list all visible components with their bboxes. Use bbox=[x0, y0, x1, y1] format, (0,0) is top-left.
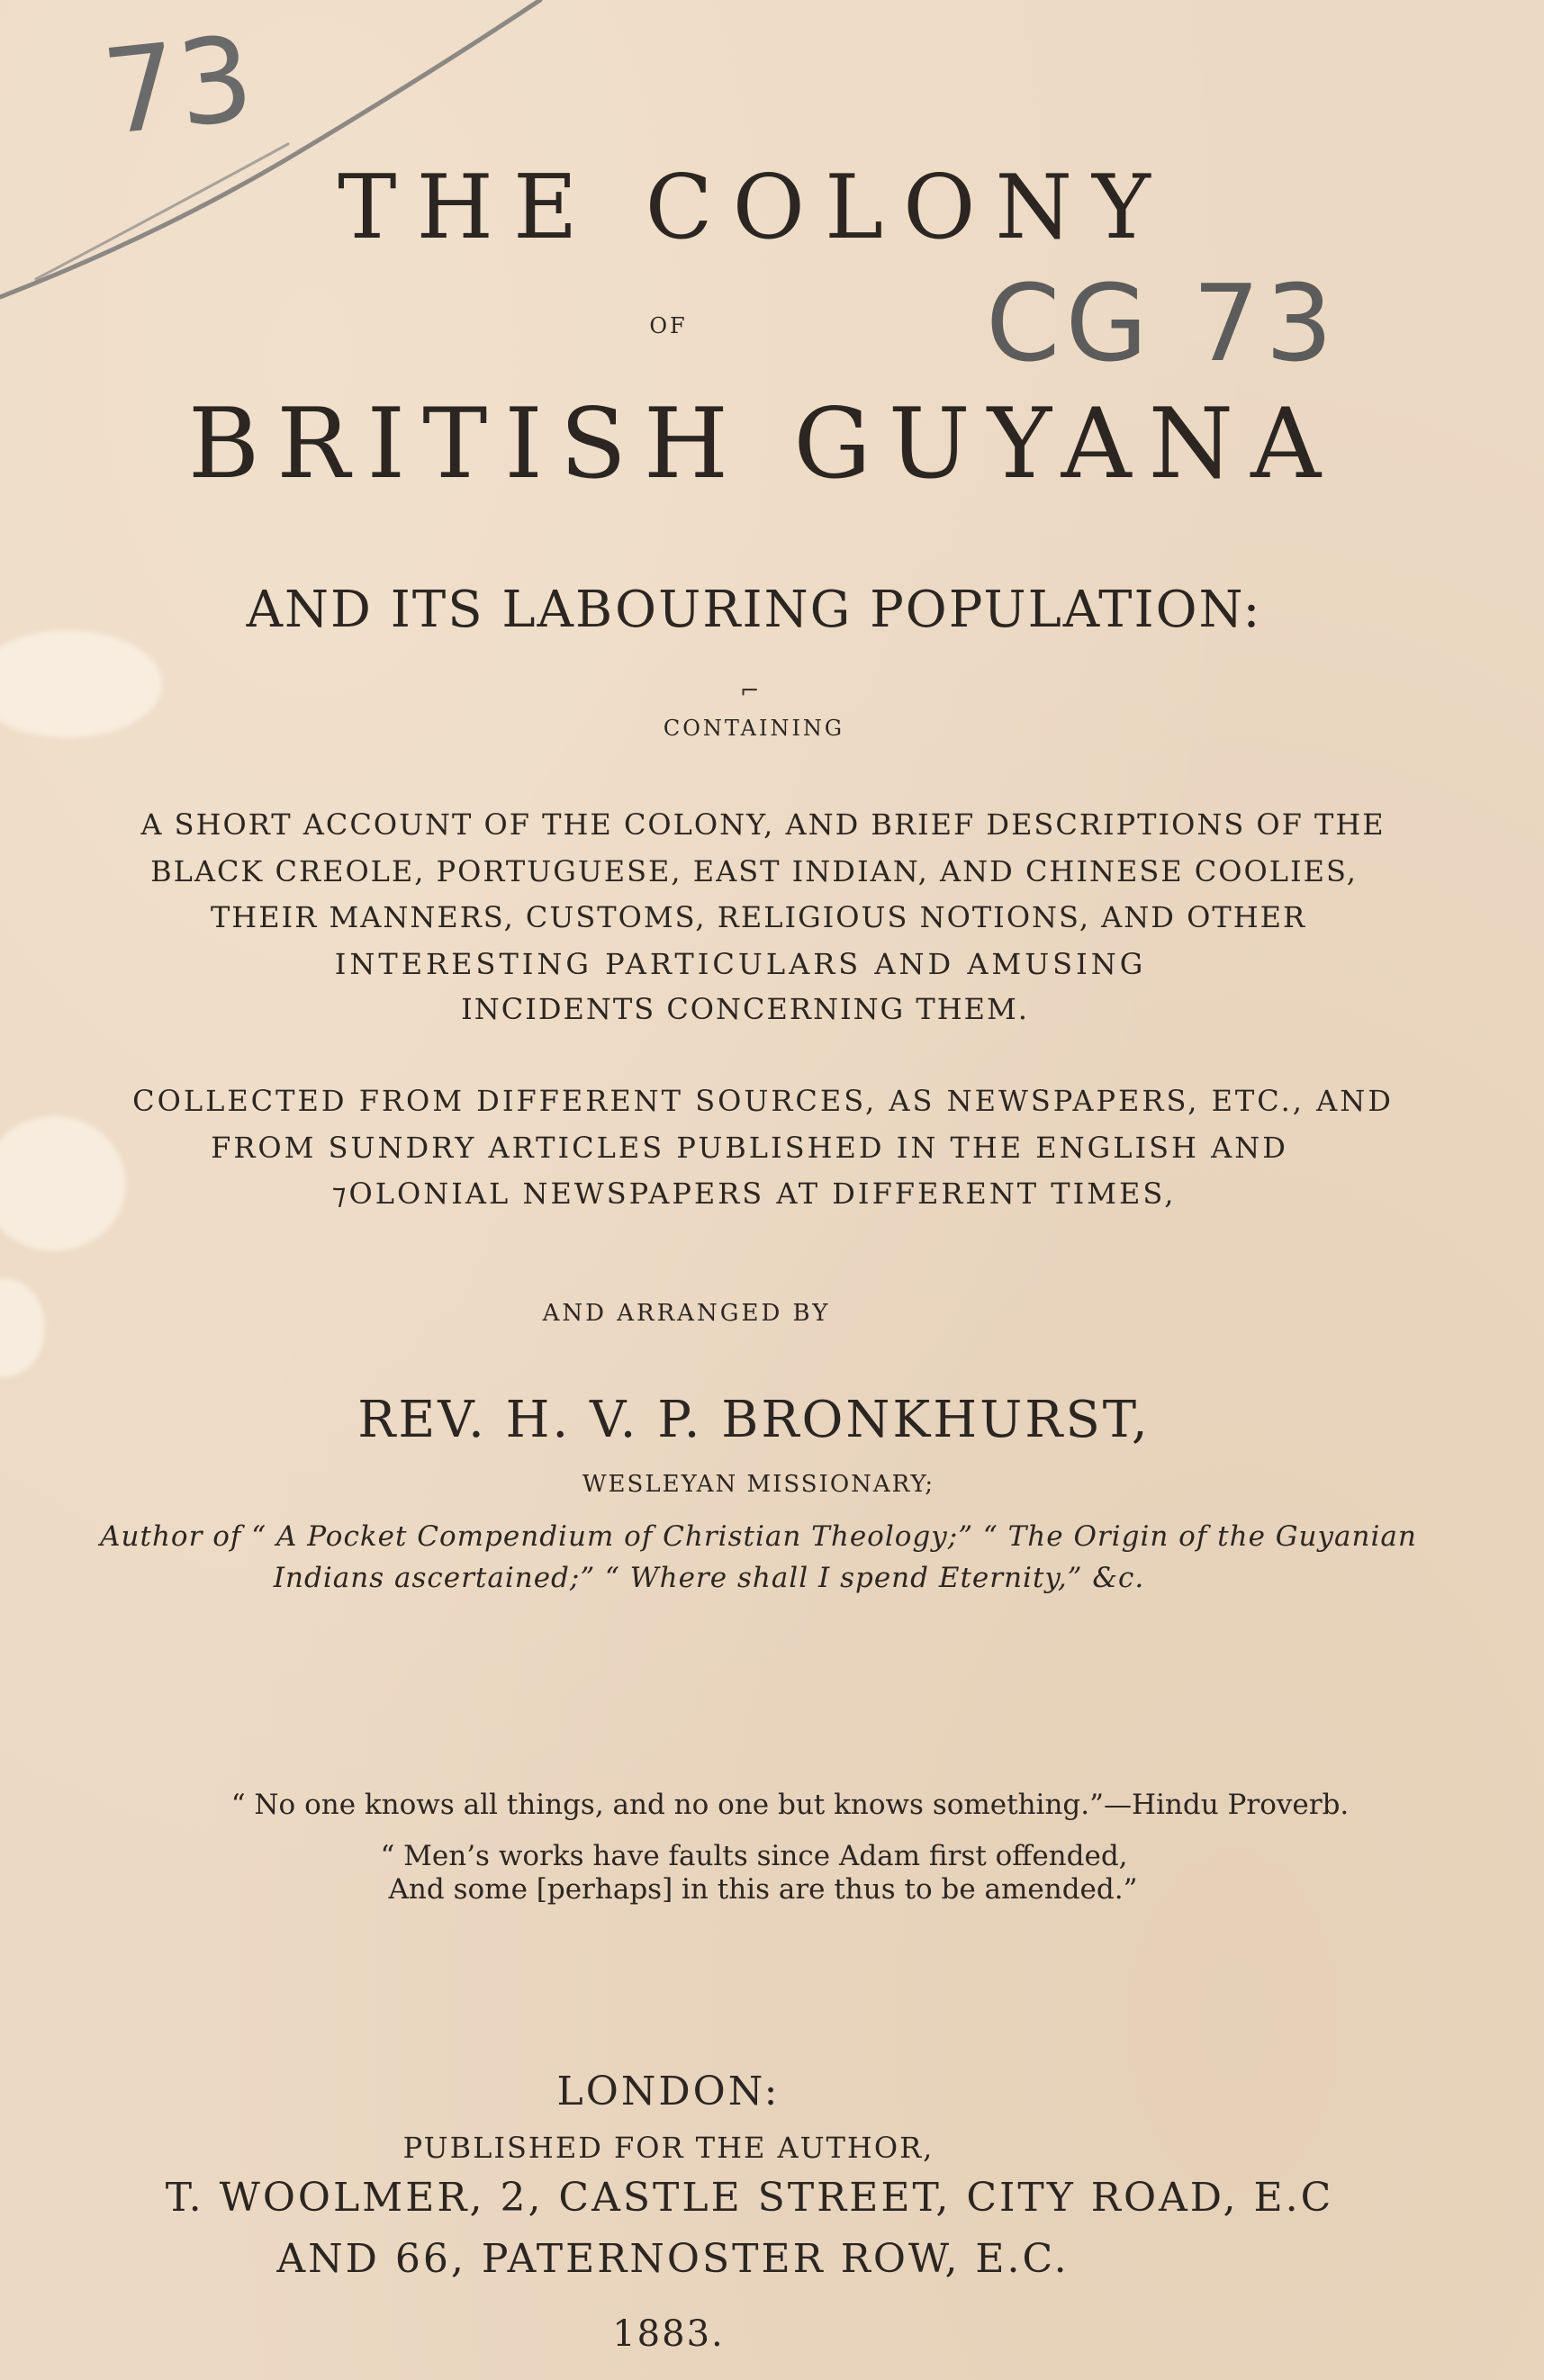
author-role: WESLEYAN MISSIONARY; bbox=[582, 1471, 935, 1498]
collected-line: FROM SUNDRY ARTICLES PUBLISHED IN THE ENGLISH AND bbox=[211, 1131, 1288, 1165]
imprint-city: LONDON: bbox=[556, 2069, 781, 2114]
description-line: A SHORT ACCOUNT OF THE COLONY, AND BRIEF DESCRIPTIONS OF THE bbox=[140, 807, 1386, 842]
containing-label: CONTAINING bbox=[663, 716, 845, 741]
title-line-2: BRITISH GUYANA bbox=[187, 388, 1339, 500]
imprint-address: AND 66, PATERNOSTER ROW, E.C. bbox=[276, 2236, 1070, 2282]
verse-line-2: And some [perhaps] in this are thus to be amended.” bbox=[388, 1873, 1138, 1906]
handwritten-number: 73 bbox=[96, 9, 259, 162]
author-name: REV. H. V. P. BRONKHURST, bbox=[357, 1391, 1151, 1449]
description-line: INCIDENTS CONCERNING THEM. bbox=[461, 992, 1029, 1026]
paper-stain bbox=[0, 1278, 45, 1377]
proverb-quote: “ No one knows all things, and no one but knows something.”—Hindu Proverb. bbox=[230, 1789, 1350, 1821]
arranged-by-label: AND ARRANGED BY bbox=[542, 1300, 831, 1327]
collected-line: ⁊OLONIAL NEWSPAPERS AT DIFFERENT TIMES, bbox=[331, 1176, 1177, 1211]
ornament-icon: ⌐ bbox=[739, 678, 760, 705]
author-works-line-2: Indians ascertained;” “ Where shall I spend Eternity,” &c. bbox=[273, 1562, 1145, 1594]
description-line: INTERESTING PARTICULARS AND AMUSING bbox=[334, 947, 1147, 981]
description-line: BLACK CREOLE, PORTUGUESE, EAST INDIAN, AND CHINESE COOLIES, bbox=[150, 854, 1358, 888]
imprint-publisher: T. WOOLMER, 2, CASTLE STREET, CITY ROAD, E.C bbox=[165, 2175, 1334, 2221]
description-line: THEIR MANNERS, CUSTOMS, RELIGIOUS NOTIONS, AND OTHER bbox=[210, 900, 1307, 934]
subtitle: AND ITS LABOURING POPULATION: bbox=[246, 581, 1262, 639]
imprint-published-for: PUBLISHED FOR THE AUTHOR, bbox=[402, 2131, 935, 2165]
handwritten-shelf-mark: CG 73 bbox=[986, 261, 1339, 385]
imprint-year: 1883. bbox=[612, 2313, 725, 2355]
collected-line: COLLECTED FROM DIFFERENT SOURCES, AS NEWSPAPERS, ETC., AND bbox=[132, 1084, 1394, 1118]
title-of: OF bbox=[649, 313, 688, 338]
author-works-line-1: Author of “ A Pocket Compendium of Christian Theology;” “ The Origin of the Guyanian bbox=[100, 1520, 1417, 1553]
title-line-1: THE COLONY bbox=[338, 157, 1170, 259]
verse-line-1: “ Men’s works have faults since Adam first offended, bbox=[380, 1840, 1128, 1872]
